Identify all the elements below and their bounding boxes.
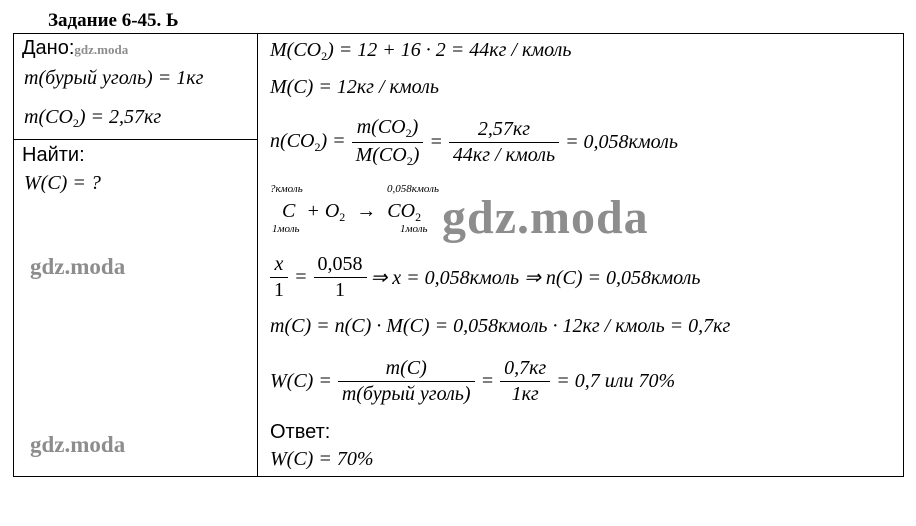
fraction-2-numerator: 2,57кг [477, 117, 531, 140]
given-mass-co2-sub: 2 [72, 116, 79, 130]
reaction-below-c: 1моль [272, 223, 300, 235]
given-mass-co2 [24, 106, 161, 131]
mass-fraction-f1-num: m(C) [385, 356, 427, 379]
find-watermark-2: gdz.moda [30, 432, 126, 457]
mass-fraction-f1-den: m(бурый уголь) [338, 381, 475, 406]
proportion-value-den: 1 [314, 277, 367, 302]
given-heading-text: Дано: [22, 37, 75, 59]
answer-heading: Ответ: [270, 421, 331, 443]
task-title [48, 10, 179, 32]
proportion-equation [270, 249, 700, 305]
fraction-1-den-b: ) [412, 143, 420, 166]
reaction-c: C [282, 200, 296, 222]
given-mass-co2-lhs: m(CO [24, 106, 73, 128]
molar-mass-c: M(C) = 12кг / кмоль [270, 76, 439, 98]
fraction-2-denominator: 44кг / кмоль [449, 142, 559, 167]
watermark-large: gdz.moda [442, 191, 649, 244]
reaction-below-co2: 1моль [400, 223, 428, 235]
moles-co2-fraction-2 [449, 118, 559, 167]
given-find-divider [14, 139, 257, 140]
mass-carbon-equation: m(C) = n(C) · M(C) = 0,058кмоль · 12кг / кмоль = 0,7кг [270, 315, 731, 337]
proportion-equals: = [294, 265, 308, 288]
reaction-equation [282, 200, 421, 225]
mass-fraction-f2-num: 0,7кг [504, 356, 547, 379]
proportion-x-num: x [274, 252, 284, 275]
fraction-1-den-sub: 2 [406, 153, 413, 168]
moles-co2-lhs-sub: 2 [314, 139, 321, 154]
proportion-fraction-x [270, 253, 288, 302]
reaction-above-c: ?кмоль [270, 183, 303, 195]
task-title-text: Задание 6-45. [48, 10, 162, 31]
moles-co2-lhs [270, 130, 346, 155]
find-target: W(C) = ? [24, 172, 101, 194]
mass-fraction-fraction-1 [338, 357, 475, 406]
find-heading: Найти: [22, 144, 85, 166]
proportion-rest: ⇒ x = 0,058кмоль ⇒ n(C) = 0,058кмоль [370, 266, 701, 289]
fraction-1-num-b: ) [411, 115, 419, 138]
moles-co2-equals: = [429, 130, 443, 153]
molar-mass-co2-a: M(CO [270, 39, 322, 61]
reaction-plus-o: + O [306, 200, 340, 222]
reaction-above-co2: 0,058кмоль [387, 183, 439, 195]
given-mass-coal: m(бурый уголь) = 1кг [24, 67, 204, 89]
moles-co2-lhs-b: ) = [320, 129, 346, 152]
mass-fraction-equals: = [480, 369, 495, 392]
given-heading [22, 37, 128, 60]
mass-fraction-result: = 0,7 или 70% [556, 369, 676, 392]
moles-co2-result: = 0,058кмоль [565, 130, 679, 153]
reaction-arrow: → [356, 200, 377, 222]
reaction-co2: CO [387, 200, 416, 222]
fraction-1-den-a: M(CO [355, 143, 407, 166]
fraction-1-numerator [352, 116, 424, 142]
column-divider [257, 34, 258, 476]
molar-mass-co2-sub: 2 [321, 49, 328, 63]
mass-fraction-fraction-2 [500, 357, 550, 406]
fraction-1-num-sub: 2 [405, 125, 412, 140]
moles-co2-lhs-a: n(CO [270, 129, 315, 152]
mass-fraction-equation [270, 350, 675, 412]
reaction-co2-sub: 2 [415, 210, 422, 224]
reaction-o-sub: 2 [339, 210, 346, 224]
given-mass-co2-rhs: ) = 2,57кг [78, 106, 162, 128]
find-watermark-1: gdz.moda [30, 254, 126, 279]
molar-mass-co2-b: ) = 12 + 16 · 2 = 44кг / кмоль [327, 39, 572, 61]
moles-co2-equation [270, 114, 678, 170]
proportion-value-num: 0,058 [317, 252, 363, 275]
moles-co2-fraction-1 [352, 116, 424, 169]
proportion-fraction-value [314, 253, 367, 302]
proportion-x-den: 1 [270, 277, 288, 302]
solution-table [13, 33, 904, 477]
answer-value: W(C) = 70% [270, 448, 374, 470]
mass-fraction-lhs: W(C) = [270, 369, 332, 392]
molar-mass-co2 [270, 39, 571, 64]
task-title-tail: Ь [166, 10, 179, 31]
given-watermark: gdz.moda [74, 42, 129, 57]
fraction-1-denominator [352, 142, 424, 169]
fraction-1-num-a: m(CO [356, 115, 406, 138]
mass-fraction-f2-den: 1кг [500, 381, 550, 406]
